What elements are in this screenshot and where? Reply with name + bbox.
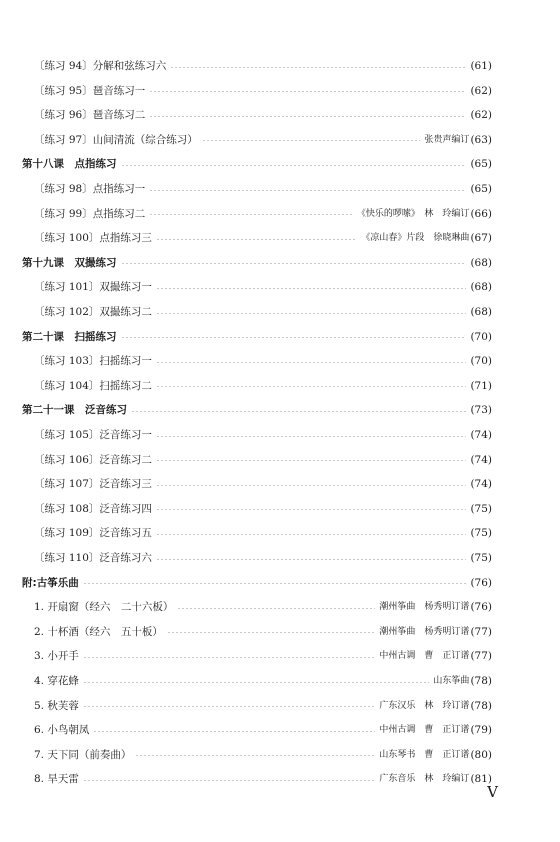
toc-entry-page: (74) — [470, 478, 492, 491]
toc-entry-title: 〔练习 106〕泛音练习二 — [34, 453, 152, 466]
dot-leader — [156, 362, 467, 363]
dot-leader — [156, 485, 467, 486]
toc-entry-page: (78) — [470, 699, 492, 712]
toc-entry-title: 3. 小开手 — [34, 650, 79, 663]
dot-leader — [149, 190, 466, 191]
toc-entry[interactable] — [34, 130, 492, 150]
dot-leader — [156, 460, 467, 461]
dot-leader — [149, 214, 353, 215]
dot-leader — [156, 313, 467, 314]
toc-entry[interactable] — [34, 277, 492, 297]
toc-entry-title: 第二十一课 泛音练习 — [22, 404, 127, 417]
toc-entry-credit: 中州古调 曹 正订谱 — [379, 651, 470, 662]
toc-entry[interactable] — [34, 474, 492, 494]
dot-leader — [83, 657, 376, 658]
toc-entry-credit: 潮州筝曲 杨秀明订谱 — [379, 602, 470, 613]
toc-entry-credit: 广东汉乐 林 玲订谱 — [379, 700, 470, 711]
toc-entry-page: (62) — [470, 84, 492, 97]
toc-entry-page: (65) — [470, 158, 492, 171]
toc-entry[interactable] — [34, 376, 492, 396]
toc-entry-credit: 《快乐的啰嗦》 林 玲编订 — [356, 208, 470, 219]
toc-entry[interactable] — [34, 548, 492, 568]
toc-entry-page: (75) — [470, 552, 492, 564]
toc-entry-page: (77) — [470, 650, 492, 663]
toc-entry-page: (76) — [470, 576, 492, 589]
toc-entry-page: (68) — [470, 281, 492, 294]
toc-entry-credit: 山东筝曲 — [433, 676, 470, 686]
toc-entry-page: (71) — [470, 379, 492, 392]
dot-leader — [156, 534, 467, 535]
toc-entry-page: (70) — [470, 355, 492, 368]
toc-entry-title: 5. 秋芙蓉 — [34, 699, 79, 712]
toc-entry-page: (67) — [470, 232, 492, 245]
toc-entry-page: (73) — [470, 404, 492, 417]
toc-entry[interactable] — [34, 81, 492, 101]
toc-entry-title: 1. 开扇窗（经六 二十六板） — [34, 601, 174, 614]
toc-entry-page: (63) — [470, 133, 492, 146]
toc-entry-page: (76) — [470, 601, 492, 614]
toc-entry-credit: 《凉山春》片段 徐晓琳曲 — [361, 233, 470, 244]
toc-entry-page: (77) — [470, 625, 492, 638]
dot-leader — [156, 288, 467, 289]
toc-entry-page: (68) — [470, 256, 492, 269]
toc-entry-title: 〔练习 102〕双撮练习二 — [34, 306, 152, 318]
toc-entry-title: 第十八课 点指练习 — [22, 158, 117, 171]
dot-leader — [156, 436, 467, 437]
toc-lesson-heading[interactable] — [22, 253, 492, 273]
dot-leader — [121, 337, 467, 338]
toc-entry-page: (74) — [470, 429, 492, 441]
toc-entry-page: (78) — [470, 675, 492, 687]
toc-entry-title: 〔练习 109〕泛音练习五 — [34, 527, 152, 540]
toc-entry[interactable] — [34, 745, 492, 765]
toc-entry[interactable] — [34, 523, 492, 543]
dot-leader — [121, 165, 467, 166]
dot-leader — [156, 386, 467, 387]
toc-entry-title: 2. 十杯酒（经六 五十板） — [34, 625, 163, 638]
dot-leader — [83, 583, 467, 584]
toc-entry[interactable] — [34, 450, 492, 470]
dot-leader — [167, 632, 376, 633]
toc-entry-title: 〔练习 99〕点指练习二 — [34, 207, 146, 220]
toc-lesson-heading[interactable] — [22, 573, 492, 593]
toc-entry[interactable] — [34, 696, 492, 716]
toc-entry-title: 〔练习 110〕泛音练习六 — [34, 552, 152, 564]
toc-entry-title: 〔练习 95〕琶音练习一 — [34, 84, 146, 97]
dot-leader — [83, 780, 376, 781]
toc-entry-title: 〔练习 97〕山间清流（综合练习） — [34, 133, 198, 146]
dot-leader — [149, 91, 466, 92]
toc-entry-title: 第十九课 双撮练习 — [22, 256, 117, 269]
toc-entry[interactable] — [34, 720, 492, 740]
toc-entry-title: 第二十课 扫摇练习 — [22, 330, 117, 343]
toc-entry[interactable] — [34, 179, 492, 199]
toc-entry-page: (75) — [470, 527, 492, 540]
toc-entry-page: (62) — [470, 109, 492, 122]
dot-leader — [83, 706, 376, 707]
toc-entry-credit: 张贵声编订 — [424, 134, 470, 145]
toc-entry[interactable] — [34, 228, 492, 248]
toc-lesson-heading[interactable] — [22, 154, 492, 174]
toc-lesson-heading[interactable] — [22, 327, 492, 347]
dot-leader — [149, 116, 466, 117]
toc-entry-title: 〔练习 104〕扫摇练习二 — [34, 379, 152, 392]
toc-entry-title: 4. 穿花蜂 — [34, 675, 79, 687]
toc-entry-page: (66) — [470, 207, 492, 220]
toc-entry[interactable] — [34, 597, 492, 617]
toc-entry-page: (65) — [470, 183, 492, 195]
dot-leader — [131, 411, 466, 412]
toc-entry[interactable] — [34, 56, 492, 76]
toc-entry[interactable] — [34, 204, 492, 224]
toc-entry-title: 7. 天下同（前奏曲） — [34, 748, 132, 761]
dot-leader — [177, 608, 375, 609]
toc-entry-page: (61) — [470, 60, 492, 72]
dot-leader — [202, 140, 421, 141]
toc-entry-title: 〔练习 105〕泛音练习一 — [34, 429, 152, 441]
dot-leader — [156, 559, 467, 560]
toc-entry-page: (80) — [470, 748, 492, 761]
toc-entry[interactable] — [34, 671, 492, 691]
toc-entry-page: (75) — [470, 502, 492, 515]
toc-entry[interactable] — [34, 351, 492, 371]
toc-entry-title: 〔练习 103〕扫摇练习一 — [34, 355, 152, 368]
toc-entry-title: 〔练习 107〕泛音练习三 — [34, 478, 152, 491]
toc-entry-page: (81) — [470, 773, 492, 786]
toc-entry-page: (68) — [470, 306, 492, 318]
dot-leader — [93, 731, 375, 732]
toc-entry-credit: 广东音乐 林 玲编订 — [379, 774, 470, 785]
toc-entry[interactable] — [34, 302, 492, 322]
dot-leader — [121, 263, 467, 264]
toc-entry-title: 〔练习 94〕分解和弦练习六 — [34, 60, 167, 72]
toc-entry[interactable] — [34, 425, 492, 445]
toc-lesson-heading[interactable] — [22, 400, 492, 420]
toc-entry-page: (74) — [470, 453, 492, 466]
dot-leader — [156, 509, 467, 510]
toc-entry-title: 8. 旱天雷 — [34, 773, 79, 786]
dot-leader — [170, 67, 466, 68]
toc-entry-title: 附:古筝乐曲 — [22, 576, 79, 589]
toc-entry[interactable] — [34, 499, 492, 519]
toc-entry-page: (79) — [470, 724, 492, 737]
dot-leader — [83, 682, 430, 683]
dot-leader — [135, 755, 375, 756]
toc-entry-title: 6. 小鸟朝凤 — [34, 724, 90, 737]
toc-entry-credit: 中州古调 曹 正订谱 — [379, 725, 470, 736]
dot-leader — [156, 239, 358, 240]
toc-entry-credit: 潮州筝曲 杨秀明订谱 — [379, 626, 470, 637]
toc-entry-title: 〔练习 96〕琶音练习二 — [34, 109, 146, 122]
toc-entry[interactable] — [34, 646, 492, 666]
toc-entry-title: 〔练习 100〕点指练习三 — [34, 232, 152, 245]
toc-entry[interactable] — [34, 769, 492, 789]
toc-entry[interactable] — [34, 622, 492, 642]
page-number: V — [487, 783, 498, 801]
toc-entry-title: 〔练习 98〕点指练习一 — [34, 183, 146, 195]
toc-entry-title: 〔练习 101〕双撮练习一 — [34, 281, 152, 294]
toc-entry-page: (70) — [470, 330, 492, 343]
toc-entry-credit: 山东琴书 曹 正订谱 — [379, 749, 470, 760]
toc-entry-title: 〔练习 108〕泛音练习四 — [34, 502, 152, 515]
toc-entry[interactable] — [34, 105, 492, 125]
